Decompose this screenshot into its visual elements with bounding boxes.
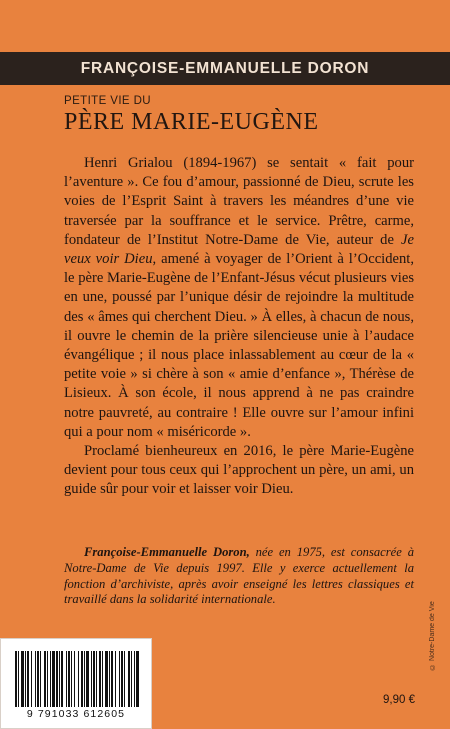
blurb-text-end: , amené à voyager de l’Orient à l’Occident, le père Marie-Eugène de l’Enfant-Jésus vécut plusieurs vies en une, poussé par l’unique désir de rejoindre la multitude des « âmes qui cherchent Dieu. » À elles, à chacun de nous, il ouvre le chemin de la prière silencieuse unie à l’audace évangélique ; il nous place inlassablement au cœur de la « petite voie » si chère à son « amie d’enfance », Thérèse de Lisieux. À son école, il nous apprend à ne pas craindre notre pauvreté, au contraire ! Elle ouvre sur l’amour infini qui a pour nom « miséricorde ».	[64, 251, 414, 440]
author-name: FRANÇOISE-EMMANUELLE DORON	[80, 59, 370, 77]
book-title: PÈRE MARIE-EUGÈNE	[64, 109, 319, 135]
barcode-bars-graphic	[15, 651, 139, 707]
barcode-digits: 9 791033 612605	[26, 708, 126, 720]
blurb-text-start: Henri Grialou (1894-1967) se sentait « fait pour l’aventure ». Ce fou d’amour, passionné de Dieu, scrute les voies de l’Esprit Saint à travers les méandres d’une vie traversée par la souffrance et le service. Prêtre, carme, fondateur de l’Institut Notre-Dame de Vie, auteur de	[64, 155, 414, 248]
blurb-paragraph-1	[64, 154, 414, 442]
author-bio	[64, 545, 414, 608]
price: 9,90 €	[383, 694, 415, 706]
photo-credit: © Notre-Dame de Vie	[429, 601, 436, 670]
author-bio-name: Françoise-Emmanuelle Doron,	[84, 545, 250, 559]
book-subtitle: PETITE VIE DU	[64, 95, 151, 107]
author-name-band	[0, 52, 450, 85]
blurb-book-reference: Je veux voir Dieu	[64, 231, 414, 268]
back-cover-blurb	[64, 154, 414, 500]
author-bio-text: née en 1975, est consacrée à Notre-Dame de Vie depuis 1997. Elle y exerce actuellement la fonction d’archiviste, après avoir enseigné les lettres classiques et travaillé dans la solidarité internationale.	[64, 545, 414, 607]
barcode	[0, 638, 152, 729]
blurb-paragraph-2: Proclamé bienheureux en 2016, le père Marie-Eugène devient pour tous ceux qui l’approchent un père, un ami, un guide sûr pour voir et laisser voir Dieu.	[64, 443, 414, 498]
